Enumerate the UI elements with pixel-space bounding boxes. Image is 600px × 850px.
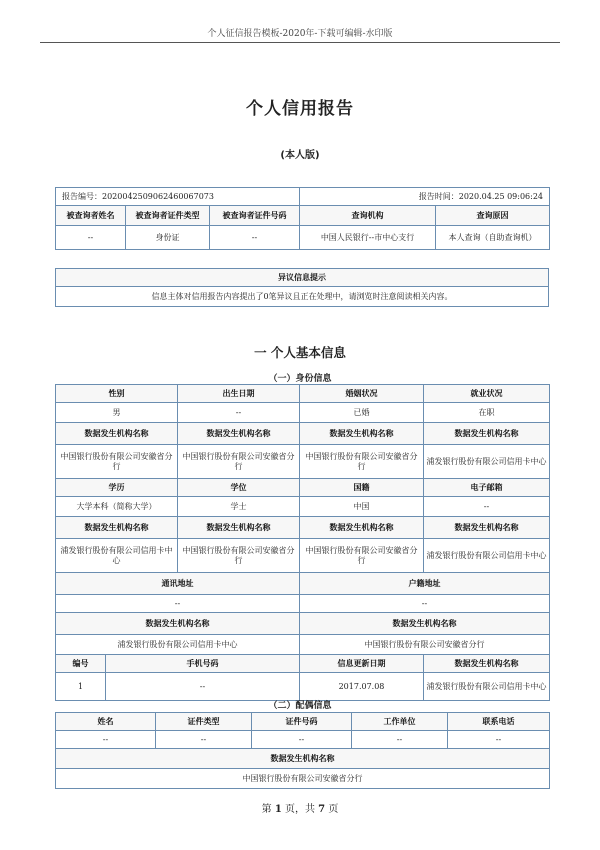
page-header: 个人征信报告模板-2020年-下载可编辑-水印版 — [40, 26, 560, 43]
spouse-name-header: 姓名 — [56, 713, 156, 731]
identity-table — [55, 384, 550, 701]
education-header: 学历 — [56, 479, 178, 497]
identity-info-title: （一）身份信息 — [268, 374, 332, 384]
org-value: 浦发银行股份有限公司信用卡中心 — [56, 539, 178, 573]
number-value: 1 — [56, 673, 106, 701]
nationality-value: 中国 — [300, 497, 424, 517]
org-label: 数据发生机构名称 — [56, 517, 178, 539]
org-value: 中国银行股份有限公司安徽省分行 — [300, 635, 550, 655]
dispute-title: 异议信息提示 — [56, 269, 549, 287]
document-title: 个人信用报告 — [246, 99, 354, 119]
spouse-phone-header: 联系电话 — [448, 713, 550, 731]
dispute-table — [55, 268, 549, 307]
number-header: 编号 — [56, 655, 106, 673]
org-value: 中国银行股份有限公司安徽省分行 — [300, 445, 424, 479]
spouse-employer-header: 工作单位 — [352, 713, 448, 731]
birthdate-value: -- — [178, 403, 300, 423]
org-label: 数据发生机构名称 — [56, 613, 300, 635]
org-label: 数据发生机构名称 — [300, 517, 424, 539]
gender-value: 男 — [56, 403, 178, 423]
queried-id-number: -- — [210, 226, 300, 250]
spouse-id-type-value: -- — [156, 731, 252, 749]
footer-suffix: 页 — [325, 804, 339, 815]
section-basic-info-title: 一 个人基本信息 — [254, 345, 346, 360]
org-value: 浦发银行股份有限公司信用卡中心 — [424, 539, 550, 573]
query-reason: 本人查询（自助查询机） — [436, 226, 550, 250]
mailing-address-value: -- — [56, 595, 300, 613]
employment-status-value: 在职 — [424, 403, 550, 423]
queried-id-type: 身份证 — [126, 226, 210, 250]
update-date-value: 2017.07.08 — [300, 673, 424, 701]
col-header-id-type: 被查询者证件类型 — [126, 206, 210, 226]
total-pages: 7 — [318, 804, 326, 815]
mobile-value: -- — [106, 673, 300, 701]
org-label: 数据发生机构名称 — [56, 749, 550, 769]
org-label: 数据发生机构名称 — [424, 517, 550, 539]
org-value: 中国银行股份有限公司安徽省分行 — [178, 445, 300, 479]
spouse-phone-value: -- — [448, 731, 550, 749]
org-value: 浦发银行股份有限公司信用卡中心 — [424, 445, 550, 479]
org-value: 中国银行股份有限公司安徽省分行 — [178, 539, 300, 573]
spouse-employer-value: -- — [352, 731, 448, 749]
mailing-address-header: 通讯地址 — [56, 573, 300, 595]
col-header-id-number: 被查询者证件号码 — [210, 206, 300, 226]
org-label: 数据发生机构名称 — [424, 655, 550, 673]
degree-value: 学士 — [178, 497, 300, 517]
employment-status-header: 就业状况 — [424, 385, 550, 403]
gender-header: 性别 — [56, 385, 178, 403]
spouse-info-title: （二）配偶信息 — [268, 701, 332, 711]
org-value: 中国银行股份有限公司安徽省分行 — [300, 539, 424, 573]
org-label: 数据发生机构名称 — [300, 613, 550, 635]
org-value: 浦发银行股份有限公司信用卡中心 — [56, 635, 300, 655]
mobile-header: 手机号码 — [106, 655, 300, 673]
email-value: -- — [424, 497, 550, 517]
email-header: 电子邮箱 — [424, 479, 550, 497]
marital-status-header: 婚姻状况 — [300, 385, 424, 403]
document-subtitle: (本人版) — [280, 150, 320, 161]
report-info-table — [55, 187, 550, 250]
org-label: 数据发生机构名称 — [178, 517, 300, 539]
org-label: 数据发生机构名称 — [178, 423, 300, 445]
education-value: 大学本科（简称大学） — [56, 497, 178, 517]
org-label: 数据发生机构名称 — [424, 423, 550, 445]
report-time: 报告时间：2020.04.25 09:06:24 — [300, 188, 550, 206]
col-header-query-org: 查询机构 — [300, 206, 436, 226]
update-date-header: 信息更新日期 — [300, 655, 424, 673]
col-header-name: 被查询者姓名 — [56, 206, 126, 226]
spouse-id-number-value: -- — [252, 731, 352, 749]
org-label: 数据发生机构名称 — [300, 423, 424, 445]
marital-status-value: 已婚 — [300, 403, 424, 423]
queried-name: -- — [56, 226, 126, 250]
dispute-text: 信息主体对信用报告内容提出了0笔异议且正在处理中，请浏览时注意阅读相关内容。 — [56, 287, 549, 307]
page-footer — [0, 800, 600, 815]
birthdate-header: 出生日期 — [178, 385, 300, 403]
nationality-header: 国籍 — [300, 479, 424, 497]
report-number: 报告编号：2020042509062460067073 — [56, 188, 300, 206]
household-address-header: 户籍地址 — [300, 573, 550, 595]
spouse-id-number-header: 证件号码 — [252, 713, 352, 731]
org-value: 中国银行股份有限公司安徽省分行 — [56, 769, 550, 789]
household-address-value: -- — [300, 595, 550, 613]
org-value: 浦发银行股份有限公司信用卡中心 — [424, 673, 550, 701]
spouse-id-type-header: 证件类型 — [156, 713, 252, 731]
spouse-table — [55, 712, 550, 789]
query-org: 中国人民银行--市中心支行 — [300, 226, 436, 250]
current-page: 1 — [274, 804, 282, 815]
col-header-query-reason: 查询原因 — [436, 206, 550, 226]
org-label: 数据发生机构名称 — [56, 423, 178, 445]
footer-prefix: 第 — [261, 804, 275, 815]
footer-middle: 页，共 — [281, 804, 319, 815]
spouse-name-value: -- — [56, 731, 156, 749]
degree-header: 学位 — [178, 479, 300, 497]
org-value: 中国银行股份有限公司安徽省分行 — [56, 445, 178, 479]
